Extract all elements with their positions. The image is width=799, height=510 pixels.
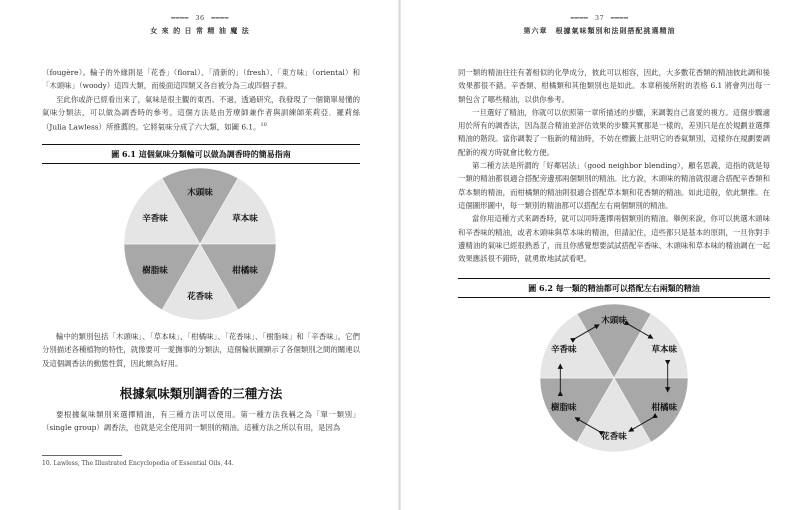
wheel-label: 花香味 [187,292,213,302]
paragraph: 一旦選好了精油，你就可以依照第一章所描述的步驟，來調製自己喜愛的複方。這個步驟適用於所有的調香法，因為混合精油並評估效果的步驟其實都是一樣的，差別只是在於規劃並選擇精油的階段。當你調製了一瓶新的精油時，不妨在標籤上註明它的香氣類別，這樣你在規劃要調配新的複方時就會比較方便。 [458,107,770,157]
page-number: 37 [594,14,605,22]
wheel-label: 辛香味 [142,214,168,224]
running-head-ornament: ━━━━ [570,14,589,22]
wheel-label: 柑橘味 [232,266,258,276]
scent-wheel-figure [110,164,290,324]
body-text-bottom [42,408,360,435]
scent-wheel-neighbor-figure [524,298,704,458]
footnote-reference: 10 [260,122,267,129]
wheel-label: 木頭味 [601,316,627,326]
wheel-label: 木頭味 [187,188,213,198]
page-number: 36 [195,14,205,22]
paragraph-text: 至此你或許已經看出來了，氣味是很主觀的東西。不過，透過研究，我發現了一個簡單易懂的氣味分類法，可以做為調香時的參考。這個方法是由芳療師兼作者與訓練師茱莉亞．羅莉絲（Julia Lawless）所推薦的。它將氣味分成了六大類，如圖 6.1。 [42,94,360,132]
paragraph: 輪中的類別包括「木頭味」、「草本味」、「柑橘味」、「花香味」、「樹脂味」和「辛香味」。它們分別描述各種植物的特性，就像要可一愛撫事的分類法，這個輪狀圖顯示了各個類別之間的關連以及這個調香法的動態性質，因此頗為好用。 [42,332,360,368]
wheel-label: 樹脂味 [142,266,168,276]
wheel-label: 樹脂味 [551,403,577,413]
running-title: 女 來 的 日 常 精 油 魔 法 [150,26,250,35]
body-text-middle [42,330,360,370]
wheel-label: 花香味 [601,432,627,442]
running-head [400,14,799,22]
footnote-rule [42,455,122,456]
paragraph: 當你用這種方式來調香時，就可以同時選擇兩個類別的精油。舉例來說，你可以挑選木頭味和辛香味的精油，或者木頭味與草本味的精油，但請記住，這些都只是基本的原則，一旦你對手邊精油的氣味已經很熟悉了，而且你感覺想要試試搭配辛香味、木頭味和草本味的精油調在一起效果應該很不錯時，就勇敢地試試看吧。 [458,214,770,264]
paragraph [42,93,360,134]
scent-wheel [124,168,276,320]
scent-wheel [540,304,688,452]
wheel-label: 柑橘味 [651,403,677,413]
body-text-top [458,66,770,265]
paragraph: 要根據氣味類別來選擇精油，有三種方法可以使用。第一種方法我稱之為「單一類別」（single group）調香法，也就是完全使用同一類別的精油。這種方法之所以有用，是因為 [42,410,360,433]
section-heading: 根據氣味類別調香的三種方法 [119,386,283,401]
running-head [0,14,400,22]
running-head-ornament: ━━━━ [171,14,189,22]
paragraph: 同一類的精油往往有著相似的化學成分，彼此可以相容，因此，大多數花香類的精油彼此調和後效果都很不錯。辛香類、柑橘類和其他類別也是如此。本章稍後所附的表格 6.1 將會列出每一類包含了哪些精油，以供你參考。 [458,68,770,104]
running-head-ornament: ━━━━ [610,14,629,22]
right-page [400,0,799,510]
wheel-label: 草本味 [651,345,677,355]
wheel-label: 辛香味 [551,345,577,355]
figure-caption: 圖 6.1 這個氣味分類輪可以做為調香時的簡易指南 [42,144,360,164]
running-head-ornament: ━━━━ [211,14,229,22]
body-text-top [42,66,360,134]
running-title: 第六章 根據氣味類別和法則搭配挑選精油 [523,26,676,35]
paragraph: 第二種方法是所謂的「好鄰居法」（good neighbor blending），顧名思義，這指的就是每一類的精油都很適合搭配旁邊那兩個類別的精油。比方說，木頭味的精油就很適合搭配辛香類和草本類的精油，而柑橘類的精油則很適合搭配草本類和花香類的精油。如此這般，依此類推。在這個圖形圖中，每一類別的精油都可以搭配左右兩個類別的精油。 [458,161,770,210]
figure-caption: 圖 6.2 每一類的精油都可以搭配左右兩類的精油 [458,278,770,298]
footnote: 10. Lawless, The Illustrated Encyclopedia of Essential Oils, 44. [42,460,234,467]
paragraph: （fougère）。輪子的外緣則是「花香」（floral）、「清新的」（fresh）、「東方味」（oriental）和「木頭味」（woody）這四大類，而後面這四類又各自被分為三或四個子群。 [42,68,360,91]
wheel-label: 草本味 [232,214,258,224]
